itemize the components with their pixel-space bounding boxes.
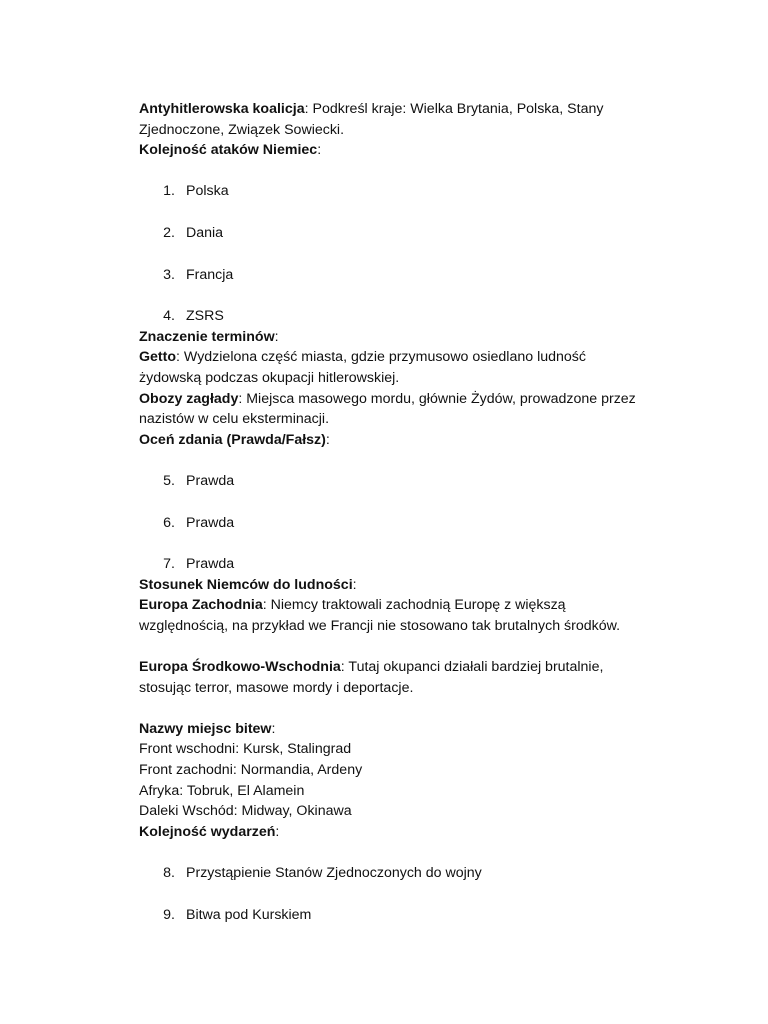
list-item-text: ZSRS: [186, 308, 224, 325]
zachodnia-line-1: [139, 595, 699, 616]
bitwy-line: Front wschodni: Kursk, Stalingrad: [139, 741, 352, 758]
wydarzenia-heading: [139, 822, 699, 843]
bitwy-line: Front zachodni: Normandia, Ardeny: [139, 762, 363, 779]
list-item-number: 6.: [163, 514, 175, 531]
list-item-number: 4.: [163, 308, 175, 325]
zdania-label: Oceń zdania (Prawda/Fałsz): [139, 431, 326, 448]
bitwy-line: Afryka: Tobruk, El Alamein: [139, 782, 305, 799]
wydarzenia-label: Kolejność wydarzeń: [139, 823, 276, 840]
bitwy-sep: :: [271, 720, 276, 737]
bitwy-heading: [139, 719, 699, 740]
list-item-number: 2.: [163, 224, 175, 241]
list-item: [139, 471, 699, 492]
stosunek-label: Stosunek Niemców do ludności: [139, 576, 353, 593]
koalicja-text-1: :: [304, 101, 309, 117]
list-item: [139, 863, 699, 884]
obozy-line-1: [139, 389, 699, 410]
wschodnia-text-1: : Tutaj okupanci działali bardziej brutalnie,: [340, 659, 604, 676]
list-item-text: Bitwa pod Kurskiem: [186, 906, 312, 923]
list-item-number: 1.: [163, 183, 175, 200]
wschodnia-label: Europa Środkowo-Wschodnia: [139, 659, 341, 676]
zdania-sep: :: [325, 431, 330, 448]
bitwy-label: Nazwy miejsc bitew: [139, 720, 272, 737]
list-item-number: 8.: [163, 865, 175, 881]
getto-text-1: : Wydzielona część miasta, gdzie przymusowo osiedlano ludność: [176, 349, 586, 366]
zdania-list: [139, 471, 699, 575]
koalicja-text-1b: Podkreśl kraje: Wielka Brytania, Polska, Stany: [308, 101, 604, 117]
obozy-text-1: : Miejsca masowego mordu, głównie Żydów, prowadzone przez: [238, 390, 636, 407]
wschodnia-line-2: stosując terror, masowe mordy i deportacje.: [139, 679, 414, 696]
ataki-label: Kolejność ataków Niemiec: [139, 142, 318, 159]
list-item-text: Prawda: [186, 472, 235, 489]
list-item: [139, 554, 699, 575]
list-item-number: 9.: [163, 906, 175, 923]
list-item: [139, 223, 699, 244]
list-item-text: Dania: [186, 224, 224, 241]
list-item: [139, 265, 699, 286]
obozy-label: Obozy zagłady: [139, 390, 239, 407]
ataki-heading: [139, 140, 699, 161]
list-item: [139, 905, 699, 926]
list-item-number: 3.: [163, 266, 175, 283]
list-item-text: Polska: [186, 183, 229, 200]
zachodnia-line-2: względnością, na przykład we Francji nie stosowano tak brutalnych środków.: [139, 617, 621, 634]
list-item: [139, 306, 699, 327]
list-item-text: Prawda: [186, 556, 235, 573]
bitwy-line: Daleki Wschód: Midway, Okinawa: [139, 803, 352, 820]
koalicja-line-2: Zjednoczone, Związek Sowiecki.: [139, 121, 345, 138]
terminy-sep: :: [274, 328, 279, 345]
zachodnia-label: Europa Zachodnia: [139, 597, 263, 614]
list-item: [139, 513, 699, 534]
koalicja-line-1: [139, 99, 699, 120]
list-item-text: Francja: [186, 266, 234, 283]
wydarzenia-sep: :: [275, 823, 280, 840]
koalicja-label: Antyhitlerowska koalicja: [139, 101, 305, 117]
zachodnia-text-1: : Niemcy traktowali zachodnią Europę z większą: [262, 597, 566, 614]
zdania-heading: [139, 430, 699, 451]
list-item-number: 7.: [163, 556, 175, 573]
list-item-text: Przystąpienie Stanów Zjednoczonych do wojny: [186, 865, 482, 881]
getto-label: Getto: [139, 349, 177, 366]
stosunek-sep: :: [352, 576, 357, 593]
wydarzenia-list: [139, 863, 699, 925]
stosunek-heading: [139, 575, 699, 596]
wschodnia-line-1: [139, 657, 699, 678]
list-item-number: 5.: [163, 472, 175, 489]
getto-line-1: [139, 347, 699, 368]
getto-line-2: żydowską podczas okupacji hitlerowskiej.: [139, 369, 400, 386]
document-page: [139, 99, 699, 925]
terminy-label: Znaczenie terminów: [139, 328, 275, 345]
ataki-list: [139, 181, 699, 326]
list-item-text: Prawda: [186, 514, 235, 531]
list-item: [139, 181, 699, 202]
ataki-sep: :: [317, 142, 322, 159]
terminy-heading: [139, 327, 699, 348]
obozy-line-2: nazistów w celu eksterminacji.: [139, 411, 330, 428]
